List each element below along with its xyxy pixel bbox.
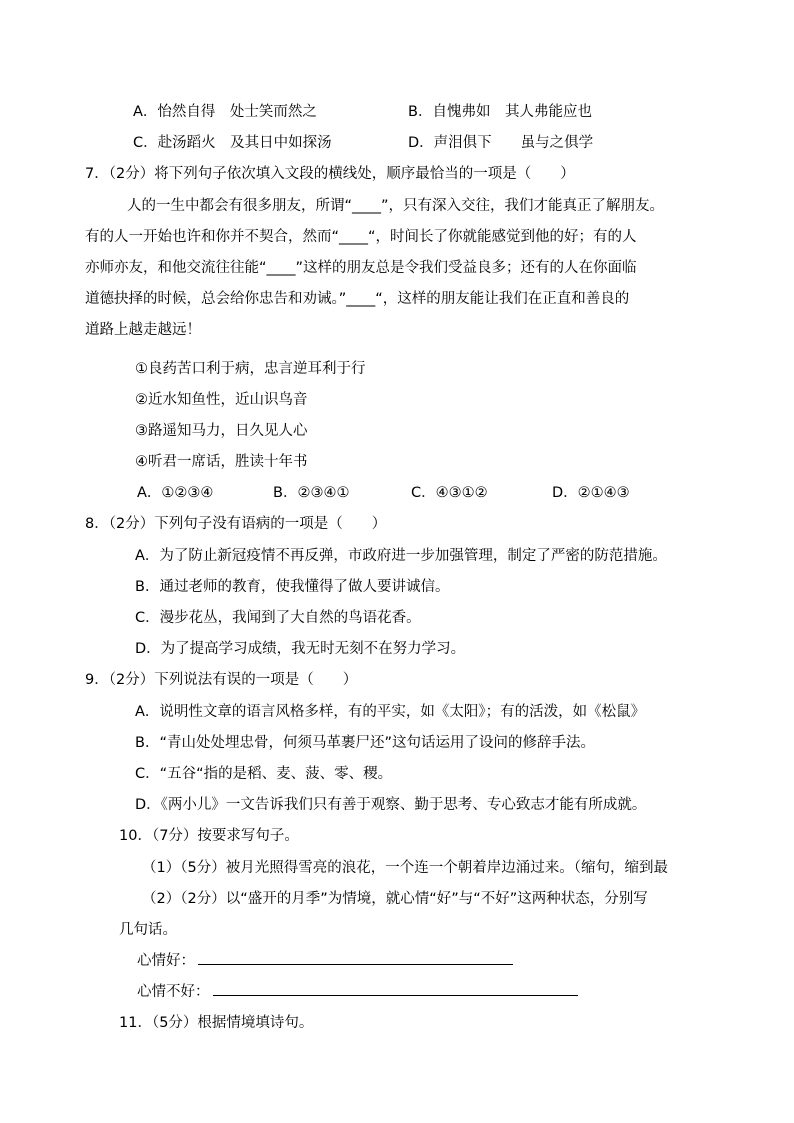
q7-answer-options-row (85, 478, 745, 509)
question-9-stem: 9．（2分）下列说法有误的一项是（ ） (85, 672, 358, 689)
q7-passage-line-4: 道德抉择的时候，总会给你忠告和劝诫。”____“，这样的朋友能让我们在正直和善良的 (85, 291, 630, 308)
q10-part-2-line-2: 几句话。 (119, 921, 177, 938)
q7-option-c: C．④③①② (411, 485, 488, 502)
q7-sentence-item-2: ②近水知鱼性，近山识鸟音 (135, 391, 308, 408)
question-7-stem: 7．（2分）将下列句子依次填入文段的横线处，顺序最恰当的一项是（ ） (85, 166, 575, 183)
q7-passage-line-5: 道路上越走越远！ (85, 322, 201, 339)
q10-mood-good-row (85, 946, 745, 977)
q7-passage-line-1: 人的一生中都会有很多朋友，所谓“____”，只有深入交往，我们才能真正了解朋友。 (127, 197, 665, 214)
q7-option-d: D．②①④③ (552, 485, 630, 502)
q9-option-c: C．“五谷“指的是稻、麦、菠、零、稷。 (135, 765, 393, 782)
q7-option-b: B．②③④① (273, 485, 350, 502)
q7-passage-line-3: 亦师亦友，和他交流往往能“____”这样的朋友总是令我们受益良多；还有的人在你面临 (85, 259, 637, 276)
q10-part-1: （1）（5分）被月光照得雪亮的浪花，一个连一个朝着岸边涌过来。（缩句，缩到最 (142, 859, 668, 876)
q9-option-b: B．“青山处处埋忠骨，何须马革裹尸还”这句话运用了设问的修辞手法。 (135, 734, 595, 751)
q7-sentence-item-3: ③路遥知马力，日久见人心 (135, 422, 308, 439)
prev-option-d: D．声泪俱下 虽与之俱学 (408, 135, 594, 152)
q8-option-a: A．为了防止新冠疫情不再反弹，市政府进一步加强管理，制定了严密的防范措施。 (135, 547, 667, 564)
prev-option-a: A．怡然自得 处士笑而然之 (133, 104, 317, 120)
prev-option-b: B．自愧弗如 其人弗能应也 (408, 104, 592, 120)
prev-question-options-row-1 (85, 97, 745, 128)
mood-good-answer-blank (198, 949, 513, 965)
q7-sentence-item-1: ①良药苦口利于病，忠言逆耳利于行 (135, 360, 366, 377)
prev-question-options-row-2 (85, 128, 745, 159)
q7-passage-line-2: 有的人一开始也许和你并不契合，然而“____“，时间长了你就能感觉到他的好；有的人 (85, 228, 637, 245)
q10-mood-bad-row (85, 977, 745, 1008)
prev-option-c: C．赴汤蹈火 及其日中如探汤 (133, 135, 332, 152)
q7-option-a: A．①②③④ (137, 485, 214, 502)
question-11-stem: 11．（5分）根据情境填诗句。 (119, 1015, 314, 1032)
exam-content (85, 97, 745, 1040)
q9-option-a: A．说明性文章的语言风格多样，有的平实，如《太阳》；有的活泼，如《松鼠》 (135, 703, 646, 720)
question-8-stem: 8．（2分）下列句子没有语病的一项是（ ） (85, 516, 387, 533)
q8-option-b: B．通过老师的教育，使我懂得了做人要讲诚信。 (135, 578, 450, 595)
question-10-stem: 10．（7分）按要求写句子。 (119, 828, 299, 845)
q10-part-2-line-1: （2）（2分）以“盛开的月季”为情境，就心情“好”与“不好”这两种状态，分别写 (142, 890, 648, 907)
q8-option-d: D．为了提高学习成绩，我无时无刻不在努力学习。 (135, 641, 466, 658)
mood-good-label: 心情好： (137, 953, 195, 970)
mood-bad-answer-blank (213, 980, 578, 996)
mood-bad-label: 心情不好： (137, 984, 210, 1001)
q7-sentence-item-4: ④听君一席话，胜读十年书 (135, 454, 308, 471)
q8-option-c: C．漫步花丛，我闻到了大自然的鸟语花香。 (135, 610, 421, 626)
q9-option-d: D．《两小儿》一文告诉我们只有善于观察、勤于思考、专心致志才能有所成就。 (135, 797, 647, 814)
